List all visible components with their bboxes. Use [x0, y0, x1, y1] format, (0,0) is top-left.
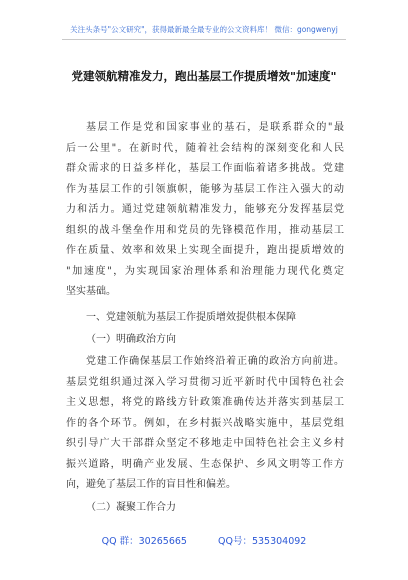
paragraph-line: 基层工作是党和国家事业的基石，是联系群众的"最	[86, 122, 344, 133]
political-direction-paragraph	[66, 352, 344, 496]
header-divider	[62, 39, 346, 40]
paragraph-line: 群众需求的日益多样化，基层工作面临着诸多挑战。党建	[66, 163, 344, 174]
intro-paragraph	[66, 118, 344, 303]
paragraph-line: 党建工作确保基层工作始终沿着正确的政治方向前进。	[86, 356, 344, 367]
document-title: 党建领航精准发力，跑出基层工作提质增效"加速度"	[71, 69, 337, 83]
qq-number-text: QQ号：535304092	[218, 536, 307, 547]
paragraph-line: "加速度"，为实现国家治理体系和治理能力现代化奠定	[66, 265, 344, 277]
paragraph-line: 基层党组织通过深入学习贯彻习近平新时代中国特色社会	[66, 376, 344, 388]
page-footer	[0, 533, 408, 547]
paragraph-line: 作为基层工作的引领旗帜，能够为基层工作注入强大的动	[66, 183, 344, 195]
section-heading: 一、党建领航为基层工作提质增效提供根本保障	[86, 311, 296, 323]
paragraph-line: 振兴道路，明确产业发展、生态保护、乡风文明等工作方	[66, 458, 344, 470]
qq-group-text: QQ 群：30265665	[101, 536, 187, 547]
subsection-heading: （二）凝聚工作合力	[86, 501, 176, 513]
paragraph-line: 向，避免了基层工作的盲目性和偏差。	[66, 479, 236, 490]
paragraph-line: 力和活力。通过党建领航精准发力，能够充分发挥基层党	[66, 204, 344, 215]
header-banner: 关注头条号"公文研究"，获得最新最全最专业的公文资料库！ 微信：gongwenyj	[70, 25, 338, 34]
paragraph-line: 组织的战斗堡垒作用和党员的先锋模范作用，推动基层工	[66, 224, 344, 236]
paragraph-line: 织引导广大干部群众坚定不移地走中国特色社会主义乡村	[66, 438, 344, 449]
paragraph-line: 作的各个环节。例如，在乡村振兴战略实施中，基层党组	[66, 417, 344, 429]
paragraph-line: 坚实基础。	[66, 286, 116, 297]
subsection-heading: （一）明确政治方向	[86, 334, 176, 345]
paragraph-line: 作在质量、效率和效果上实现全面提升，跑出提质增效的	[66, 245, 344, 256]
paragraph-line: 主义思想，将党的路线方针政策准确传达并落实到基层工	[66, 397, 344, 408]
paragraph-line: 后一公里"。在新时代，随着社会结构的深刻变化和人民	[66, 142, 344, 154]
document-body	[66, 118, 344, 520]
